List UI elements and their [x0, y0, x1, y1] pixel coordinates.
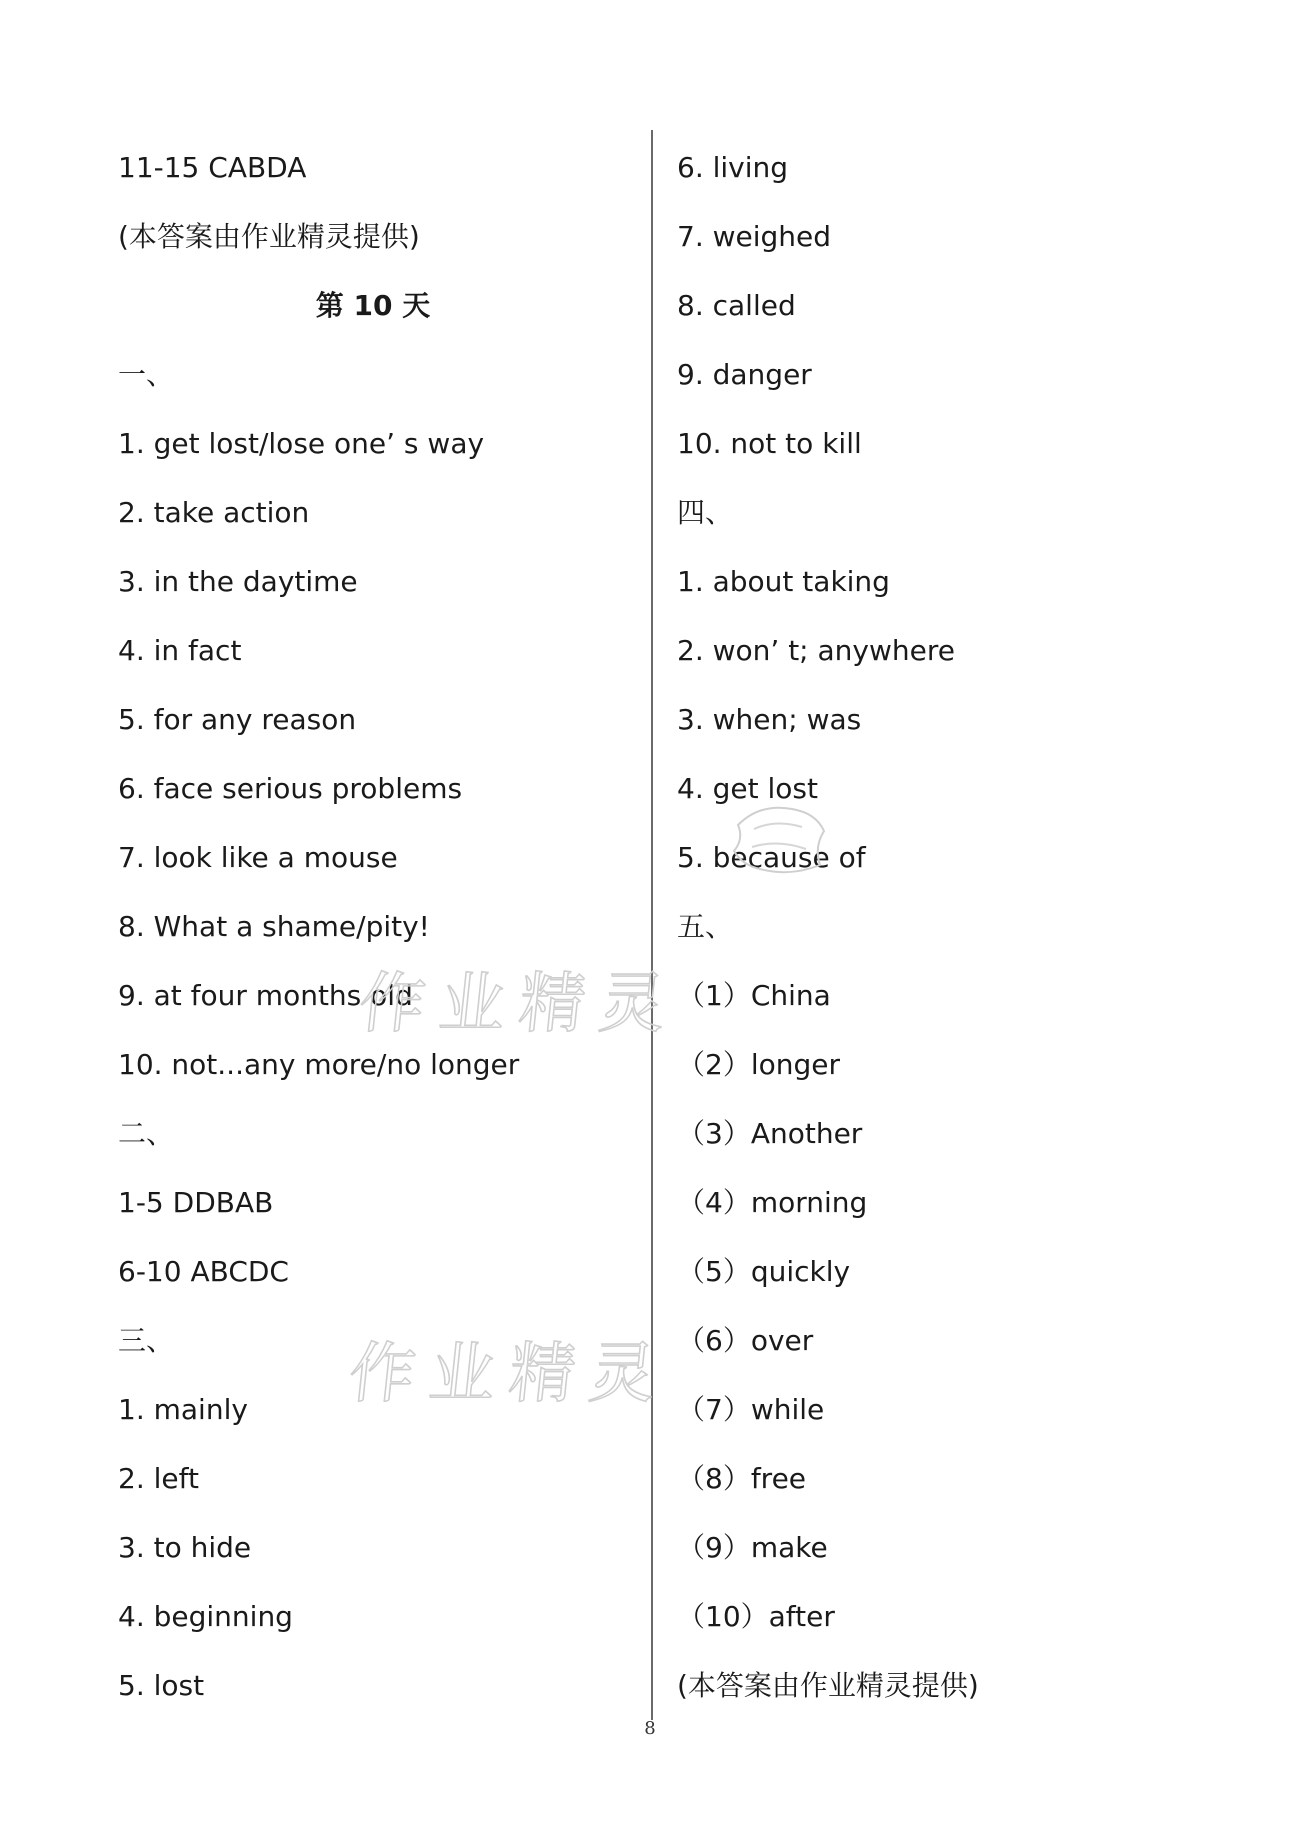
page-number: 8 [644, 1718, 656, 1739]
watermark: 作业精灵 [355, 965, 684, 1042]
answer-line: 3. to hide [118, 1531, 252, 1564]
answer-line: （10）after [677, 1600, 835, 1633]
answer-line: 3. when; was [677, 703, 862, 736]
answer-line: 7. look like a mouse [118, 841, 398, 874]
section-heading: 三、 [118, 1324, 175, 1357]
watermark: 作业精灵 [345, 1335, 674, 1412]
answer-line: 8. What a shame/pity! [118, 910, 430, 943]
answer-line: 1. about taking [677, 565, 890, 598]
answer-line: （3）Another [677, 1117, 863, 1150]
answer-line: （4）morning [677, 1186, 868, 1219]
answer-line: 7. weighed [677, 220, 832, 253]
answer-line: 1. mainly [118, 1393, 248, 1426]
section-title: 第 10 天 [315, 289, 431, 322]
section-heading: 二、 [118, 1117, 175, 1150]
answer-line: （1）China [677, 979, 831, 1012]
answer-line: （6）over [677, 1324, 814, 1357]
answer-line: 10. not...any more/no longer [118, 1048, 520, 1081]
watermark-seal-icon [720, 795, 840, 885]
answer-line: 5. lost [118, 1669, 205, 1702]
answer-line: （2）longer [677, 1048, 840, 1081]
answer-line: 6. face serious problems [118, 772, 463, 805]
answer-line: 1. get lost/lose one’ s way [118, 427, 485, 460]
answer-line: 4. in fact [118, 634, 242, 667]
answer-line: （7）while [677, 1393, 825, 1426]
answer-line: 5. for any reason [118, 703, 357, 736]
answer-line: 9. at four months old [118, 979, 413, 1012]
answer-line: （9）make [677, 1531, 828, 1564]
answer-line: 3. in the daytime [118, 565, 358, 598]
answer-line: 6-10 ABCDC [118, 1255, 289, 1288]
answer-line: 6. living [677, 151, 789, 184]
credit-note: (本答案由作业精灵提供) [677, 1669, 979, 1702]
answer-line: 4. get lost [677, 772, 818, 805]
section-heading: 五、 [677, 910, 734, 943]
answer-line: 10. not to kill [677, 427, 862, 460]
answer-line: 1-5 DDBAB [118, 1186, 274, 1219]
section-heading: 四、 [677, 496, 734, 529]
answer-line: 9. danger [677, 358, 812, 391]
answer-line: 2. take action [118, 496, 310, 529]
answer-line: 4. beginning [118, 1600, 293, 1633]
section-heading: 一、 [118, 358, 175, 391]
answer-line: 8. called [677, 289, 796, 322]
answer-line: 2. left [118, 1462, 199, 1495]
column-divider [651, 130, 653, 1720]
answer-line: 5. because of [677, 841, 866, 874]
credit-note: (本答案由作业精灵提供) [118, 220, 420, 253]
answer-line: （5）quickly [677, 1255, 851, 1288]
answer-line: 2. won’ t; anywhere [677, 634, 955, 667]
answer-line: （8）free [677, 1462, 807, 1495]
answer-line: 11-15 CABDA [118, 151, 307, 184]
